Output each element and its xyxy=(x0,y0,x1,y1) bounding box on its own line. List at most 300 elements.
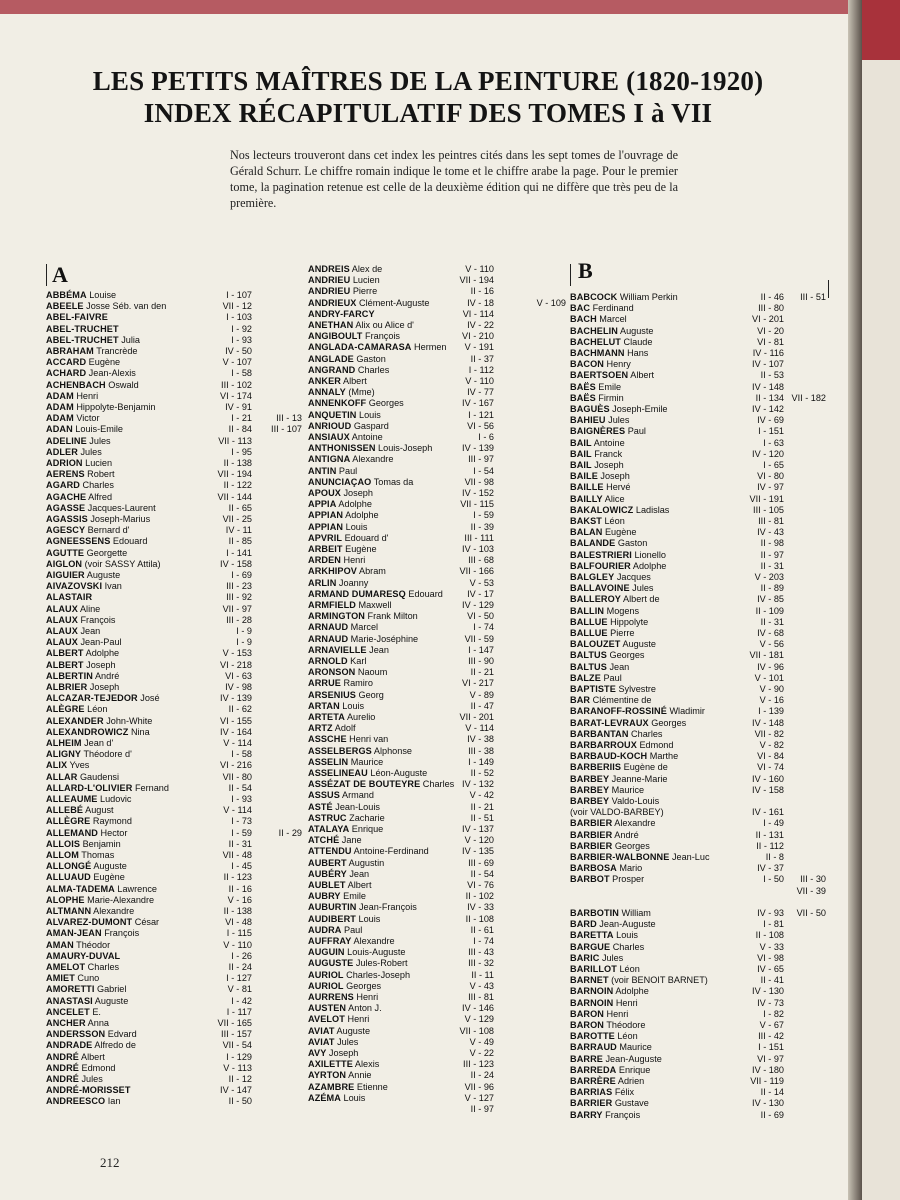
entry-reference: II - 109 xyxy=(755,605,784,616)
entry-name xyxy=(46,380,139,391)
entry-name xyxy=(46,850,114,861)
entry-given-name: (voir BENOIT BARNET) xyxy=(608,975,708,986)
entry-given-name: (voir VALDO-BARBEY) xyxy=(570,807,664,818)
index-entry xyxy=(570,572,826,583)
entry-surname: ANUNCIAÇAO xyxy=(308,476,372,487)
entry-surname: ALLOM xyxy=(46,850,79,860)
entry-given-name: Antoine xyxy=(349,432,383,442)
entry-given-name: Léon xyxy=(84,704,108,715)
index-entry xyxy=(46,424,302,435)
entry-surname: AUGUSTE xyxy=(308,958,354,969)
entry-reference: IV - 97 xyxy=(757,482,784,493)
entry-surname: ARNAUD xyxy=(308,633,349,644)
entry-surname: ACHENBACH xyxy=(46,379,106,390)
index-entry xyxy=(308,790,566,801)
index-entry xyxy=(308,1003,566,1014)
entry-surname: ALBERT xyxy=(46,659,84,670)
entry-given-name: Lionello xyxy=(631,549,666,560)
entry-name xyxy=(46,1074,103,1085)
entry-given-name: Charles xyxy=(79,480,114,491)
entry-surname: BARON xyxy=(570,1008,604,1019)
entry-reference: II - 31 xyxy=(228,838,252,849)
entry-given-name: Louis xyxy=(343,521,368,532)
entry-surname: ALTMANN xyxy=(46,906,92,916)
entry-name xyxy=(46,872,125,883)
index-entry xyxy=(570,807,826,818)
entry-reference: III - 28 xyxy=(226,614,252,625)
entry-reference: II - 52 xyxy=(470,768,494,778)
entry-surname: ADAM xyxy=(46,413,74,424)
entry-given-name: César xyxy=(132,917,160,928)
facing-page-band xyxy=(862,0,900,60)
index-entry xyxy=(570,1031,826,1042)
index-entry xyxy=(308,824,566,835)
facing-page-edge xyxy=(862,0,900,1200)
entry-reference: I - 95 xyxy=(231,446,252,457)
entry-reference: V - 114 xyxy=(465,723,494,734)
entry-reference: I - 139 xyxy=(758,706,784,717)
entry-surname: ALCAZAR-TEJEDOR xyxy=(46,693,138,704)
entry-name xyxy=(570,863,642,874)
entry-name xyxy=(308,880,371,891)
entry-reference: I - 103 xyxy=(226,312,252,323)
entry-given-name: Albert xyxy=(345,880,372,890)
entry-given-name: Louis xyxy=(339,700,365,711)
entry-name xyxy=(308,589,443,600)
column-rule xyxy=(46,264,47,286)
index-entry xyxy=(570,359,826,370)
entry-reference: V - 67 xyxy=(759,1020,784,1030)
entry-reference: VII - 98 xyxy=(464,476,494,487)
entry-name xyxy=(46,436,111,447)
entry-name xyxy=(46,368,136,379)
entry-given-name: Lucien xyxy=(82,458,113,468)
entry-name xyxy=(308,286,377,297)
entry-surname: ANDREIS xyxy=(308,264,350,274)
index-entry xyxy=(570,975,826,986)
index-entry xyxy=(308,298,566,309)
entry-surname: AZÉMA xyxy=(308,1092,341,1103)
entry-surname: AZAMBRE xyxy=(308,1081,355,1092)
index-entry xyxy=(308,925,566,936)
index-entry xyxy=(570,886,826,897)
entry-given-name: Maurice xyxy=(348,756,384,767)
entry-given-name: Paul xyxy=(600,672,622,683)
entry-given-name: Charles-Joseph xyxy=(343,969,411,980)
index-entry xyxy=(570,494,826,505)
entry-reference: II - 39 xyxy=(470,521,494,532)
entry-reference: VII - 119 xyxy=(750,1076,784,1086)
entry-name xyxy=(308,600,391,611)
index-entry xyxy=(308,622,566,633)
index-entry xyxy=(46,637,302,648)
entry-name xyxy=(46,962,119,973)
entry-given-name: André xyxy=(92,670,120,681)
entry-given-name: Auguste xyxy=(84,570,121,580)
entry-name xyxy=(46,424,123,435)
entry-name xyxy=(570,684,656,695)
entry-reference: III - 68 xyxy=(468,555,494,566)
section-letter-b: B xyxy=(578,258,593,283)
entry-reference: II - 97 xyxy=(760,549,784,560)
entry-name xyxy=(308,802,380,813)
entry-name xyxy=(308,656,366,667)
entry-surname: BAKALOWICZ xyxy=(570,504,634,515)
entry-given-name: Paul xyxy=(336,465,358,476)
index-entry xyxy=(570,583,826,594)
index-entry xyxy=(570,303,826,314)
entry-surname: BALLEROY xyxy=(570,594,621,605)
index-entry xyxy=(570,863,826,874)
entry-name xyxy=(46,391,98,402)
index-entry xyxy=(570,986,826,997)
index-entry xyxy=(308,578,566,589)
entry-name xyxy=(46,402,155,413)
index-entry xyxy=(308,1093,566,1104)
entry-name xyxy=(46,324,119,335)
entry-surname: ANKER xyxy=(308,376,341,386)
entry-given-name: Benjamin xyxy=(80,838,121,849)
column-rule xyxy=(828,280,829,298)
entry-given-name: Adolf xyxy=(332,723,356,734)
entry-reference: IV - 161 xyxy=(752,807,784,818)
entry-reference: I - 54 xyxy=(473,465,494,476)
entry-surname: BALESTRIERI xyxy=(570,549,632,560)
entry-given-name: Marcel xyxy=(348,622,379,633)
entry-given-name: Julia xyxy=(118,334,140,345)
index-entry xyxy=(46,1096,302,1107)
index-entry xyxy=(570,1020,826,1031)
entry-name xyxy=(570,1009,628,1020)
index-entry xyxy=(570,527,826,538)
entry-name xyxy=(570,1098,649,1109)
index-entry xyxy=(46,1085,302,1096)
entry-surname: BAIL xyxy=(570,437,592,448)
entry-reference: II - 53 xyxy=(760,370,784,381)
entry-surname: ATALAYA xyxy=(308,824,350,834)
entry-surname: ANASTASI xyxy=(46,995,93,1006)
entry-name xyxy=(46,917,159,928)
entry-reference: III - 43 xyxy=(468,947,494,958)
entry-given-name: Antoine-Ferdinand xyxy=(351,846,429,857)
entry-reference: IV - 69 xyxy=(757,415,784,426)
entry-reference: VI - 218 xyxy=(220,659,252,670)
entry-surname: BAILLY xyxy=(570,493,603,504)
entry-surname: ALLEMAND xyxy=(46,827,98,838)
index-entry xyxy=(46,492,302,503)
entry-name xyxy=(570,404,667,415)
index-entry xyxy=(570,774,826,785)
index-entry xyxy=(308,701,566,712)
entry-name xyxy=(46,1007,101,1018)
entry-name xyxy=(46,861,127,872)
entry-name xyxy=(570,639,656,650)
entry-given-name: (Mme) xyxy=(345,387,375,398)
entry-surname: AMIET xyxy=(46,973,75,984)
entry-surname: AUBRY xyxy=(308,891,341,902)
entry-surname: BARBIER xyxy=(570,818,613,829)
index-entry xyxy=(570,337,826,348)
entry-reference: I - 149 xyxy=(468,756,494,767)
entry-given-name: Jean-François xyxy=(356,902,417,913)
entry-given-name: August xyxy=(83,805,114,816)
entry-given-name: Alexis xyxy=(352,1059,380,1070)
entry-reference: IV - 37 xyxy=(757,863,784,874)
entry-given-name: François xyxy=(101,928,140,939)
index-entry xyxy=(308,510,566,521)
entry-reference: I - 141 xyxy=(226,547,252,558)
entry-surname: BARBIER-WALBONNE xyxy=(570,852,670,862)
entry-surname: ANDRADE xyxy=(46,1040,93,1051)
entry-reference: II - 51 xyxy=(470,812,494,823)
entry-given-name: Jean-Paul xyxy=(77,637,122,648)
entry-reference: I - 58 xyxy=(231,368,252,379)
entry-reference: I - 92 xyxy=(231,323,252,334)
entry-surname: BAR xyxy=(570,695,591,706)
entry-name xyxy=(46,671,119,682)
entry-surname: BALLUE xyxy=(570,628,608,638)
index-entry xyxy=(308,1070,566,1081)
entry-reference: IV - 137 xyxy=(462,824,494,834)
entry-reference: V - 49 xyxy=(469,1036,494,1047)
entry-name xyxy=(46,536,147,547)
index-entry xyxy=(570,550,826,561)
entry-surname: ARDEN xyxy=(308,555,341,566)
entry-reference: II - 62 xyxy=(228,704,252,715)
index-entry xyxy=(570,998,826,1009)
entry-surname: ANTIGNA xyxy=(308,454,351,465)
index-entry xyxy=(570,594,826,605)
entry-reference: VI - 50 xyxy=(467,611,494,622)
entry-reference: V - 113 xyxy=(223,1062,252,1073)
entry-reference: II - 24 xyxy=(228,962,252,972)
entry-given-name: Jules xyxy=(77,446,102,457)
index-entry xyxy=(308,992,566,1003)
index-entry xyxy=(570,785,826,796)
entry-reference: IV - 38 xyxy=(467,734,494,745)
entry-name xyxy=(308,970,410,981)
index-entry xyxy=(570,617,826,628)
entry-given-name: Adolphe xyxy=(630,560,667,571)
entry-name xyxy=(46,480,114,491)
index-entry xyxy=(570,426,826,437)
entry-given-name: Karl xyxy=(347,656,367,666)
entry-reference: II - 46 xyxy=(760,292,784,302)
entry-given-name: Jacques xyxy=(614,572,651,582)
entry-name xyxy=(308,813,385,824)
entry-name xyxy=(570,594,660,605)
entry-surname: BALTUS xyxy=(570,661,607,672)
index-entry xyxy=(308,678,566,689)
entry-name xyxy=(308,387,375,398)
entry-reference: VI - 80 xyxy=(757,471,784,482)
index-entry xyxy=(308,970,566,981)
entry-reference: II - 69 xyxy=(760,1109,784,1120)
entry-name xyxy=(46,839,121,850)
entry-surname: AURRENS xyxy=(308,992,354,1002)
entry-given-name: Alexandre xyxy=(612,818,656,829)
index-entry xyxy=(46,570,302,581)
entry-surname: ADAM xyxy=(46,390,74,401)
entry-surname: ARMINGTON xyxy=(308,611,365,622)
entry-reference: IV - 167 xyxy=(462,398,494,409)
entry-surname: BARREDA xyxy=(570,1064,617,1075)
entry-given-name: Jules xyxy=(334,1036,359,1047)
entry-surname: ASTRUC xyxy=(308,812,347,823)
index-entry xyxy=(46,503,302,514)
entry-name xyxy=(570,740,673,751)
entry-reference: IV - 107 xyxy=(752,359,784,370)
entry-given-name: Théodor xyxy=(73,939,111,950)
index-entry xyxy=(570,1009,826,1020)
entry-surname: ANDREESCO xyxy=(46,1096,106,1107)
index-entry xyxy=(46,402,302,413)
entry-reference: IV - 77 xyxy=(467,387,494,398)
entry-given-name: Auguste xyxy=(617,325,654,336)
index-entry xyxy=(308,477,566,488)
entry-given-name: Cuno xyxy=(74,973,100,984)
entry-surname: ANTIN xyxy=(308,465,337,476)
entry-surname: ALLOIS xyxy=(46,838,81,849)
entry-name xyxy=(308,1003,382,1014)
entry-reference: III - 102 xyxy=(221,379,252,390)
entry-reference: II - 84 xyxy=(228,424,252,435)
entry-name xyxy=(46,503,156,514)
entry-name xyxy=(46,704,107,715)
entry-name xyxy=(46,637,122,648)
entry-reference: VI - 81 xyxy=(757,336,784,347)
entry-reference: VII - 194 xyxy=(459,275,494,286)
entry-surname: APPIAN xyxy=(308,521,344,532)
index-entry xyxy=(46,1040,302,1051)
index-entry xyxy=(46,996,302,1007)
entry-name xyxy=(46,716,152,727)
entry-given-name: Georges xyxy=(606,650,645,661)
entry-name xyxy=(308,992,378,1003)
entry-name xyxy=(570,516,625,527)
index-entry xyxy=(570,650,826,661)
entry-surname: ANTHONISSEN xyxy=(308,443,376,454)
entry-reference: I - 69 xyxy=(231,570,252,580)
entry-reference: I - 73 xyxy=(231,816,252,827)
entry-name xyxy=(570,852,710,863)
entry-surname: ASSELINEAU xyxy=(308,768,368,778)
entry-surname: ABEL-FAIVRE xyxy=(46,312,108,323)
entry-name xyxy=(308,1082,388,1093)
entry-surname: BARNOIN xyxy=(570,997,614,1008)
entry-given-name: Anton J. xyxy=(346,1003,382,1014)
entry-name xyxy=(570,841,650,852)
entry-surname: ANDRY-FARCY xyxy=(308,308,375,319)
entry-given-name: Emile xyxy=(340,891,366,902)
entry-surname: APVRIL xyxy=(308,532,343,543)
index-entry xyxy=(46,604,302,615)
entry-given-name: Joseph xyxy=(87,682,120,692)
entry-surname: AVIAT xyxy=(308,1036,335,1047)
entry-reference: IV - 85 xyxy=(757,594,784,605)
entry-name xyxy=(308,622,378,633)
entry-name xyxy=(308,443,432,454)
entry-given-name: Jeanne-Marie xyxy=(609,773,668,784)
entry-reference: I - 81 xyxy=(763,919,784,930)
entry-given-name: Enrique xyxy=(616,1064,651,1075)
entry-given-name: Albert xyxy=(340,376,367,386)
entry-reference: I - 59 xyxy=(231,827,252,838)
entry-surname: BARON xyxy=(570,1020,604,1030)
entry-surname: ARMFIELD xyxy=(308,600,356,610)
entry-name xyxy=(308,432,383,443)
index-entry xyxy=(570,762,826,773)
entry-given-name: Thomas xyxy=(78,850,115,860)
entry-name xyxy=(308,398,404,409)
entry-reference: II - 134 xyxy=(755,392,784,403)
index-entry xyxy=(308,656,566,667)
index-entry xyxy=(46,839,302,850)
entry-name xyxy=(308,757,383,768)
index-entry xyxy=(308,275,566,286)
entry-name xyxy=(46,1052,105,1063)
index-entry xyxy=(308,354,566,365)
entry-surname: ASSELBERGS xyxy=(308,745,372,756)
entry-reference: III - 80 xyxy=(758,303,784,314)
entry-given-name: Lawrence xyxy=(114,883,157,894)
entry-name xyxy=(46,749,132,760)
entry-reference: III - 69 xyxy=(468,857,494,868)
entry-reference: III - 123 xyxy=(463,1059,494,1070)
entry-given-name: Albert xyxy=(78,1051,105,1062)
index-entry xyxy=(46,772,302,783)
entry-name xyxy=(570,998,638,1009)
entry-reference: V - 114 xyxy=(223,805,252,816)
entry-reference: IV - 96 xyxy=(757,661,784,672)
entry-surname: ANDRIEUX xyxy=(308,297,357,308)
entry-given-name: Alexandre xyxy=(350,454,394,465)
entry-reference: II - 65 xyxy=(228,502,252,513)
entry-given-name: Zacharie xyxy=(346,812,385,823)
entry-name xyxy=(46,592,92,603)
entry-given-name: Pierre xyxy=(607,628,635,638)
index-entry xyxy=(308,376,566,387)
entry-reference: I - 59 xyxy=(473,510,494,521)
entry-reference: VI - 174 xyxy=(220,390,252,401)
entry-reference: II - 50 xyxy=(228,1096,252,1107)
entry-surname: AURIOL xyxy=(308,969,344,980)
entry-name xyxy=(570,1054,662,1065)
entry-given-name: Lucien xyxy=(350,275,380,286)
index-entry xyxy=(46,380,302,391)
entry-name xyxy=(46,514,150,525)
entry-reference: VII - 181 xyxy=(749,650,784,661)
entry-surname: APPIA xyxy=(308,499,337,510)
index-entry xyxy=(46,962,302,973)
entry-reference: IV - 139 xyxy=(220,693,252,704)
entry-name xyxy=(570,337,652,348)
index-entry xyxy=(46,469,302,480)
entry-given-name: Wladimir xyxy=(666,706,705,717)
entry-surname: AERENS xyxy=(46,469,85,480)
index-entry xyxy=(570,930,826,941)
entry-given-name: Edmond xyxy=(78,1062,116,1073)
entry-surname: ATCHÉ xyxy=(308,835,340,846)
entry-name xyxy=(570,785,644,796)
entry-reference: II - 54 xyxy=(228,782,252,793)
entry-reference: VII - 165 xyxy=(217,1018,252,1028)
entry-reference: II - 11 xyxy=(471,969,494,980)
entry-reference: IV - 180 xyxy=(752,1064,784,1075)
entry-surname: ACHARD xyxy=(46,368,87,379)
index-entry xyxy=(308,981,566,992)
entry-given-name: Léon xyxy=(601,516,625,526)
